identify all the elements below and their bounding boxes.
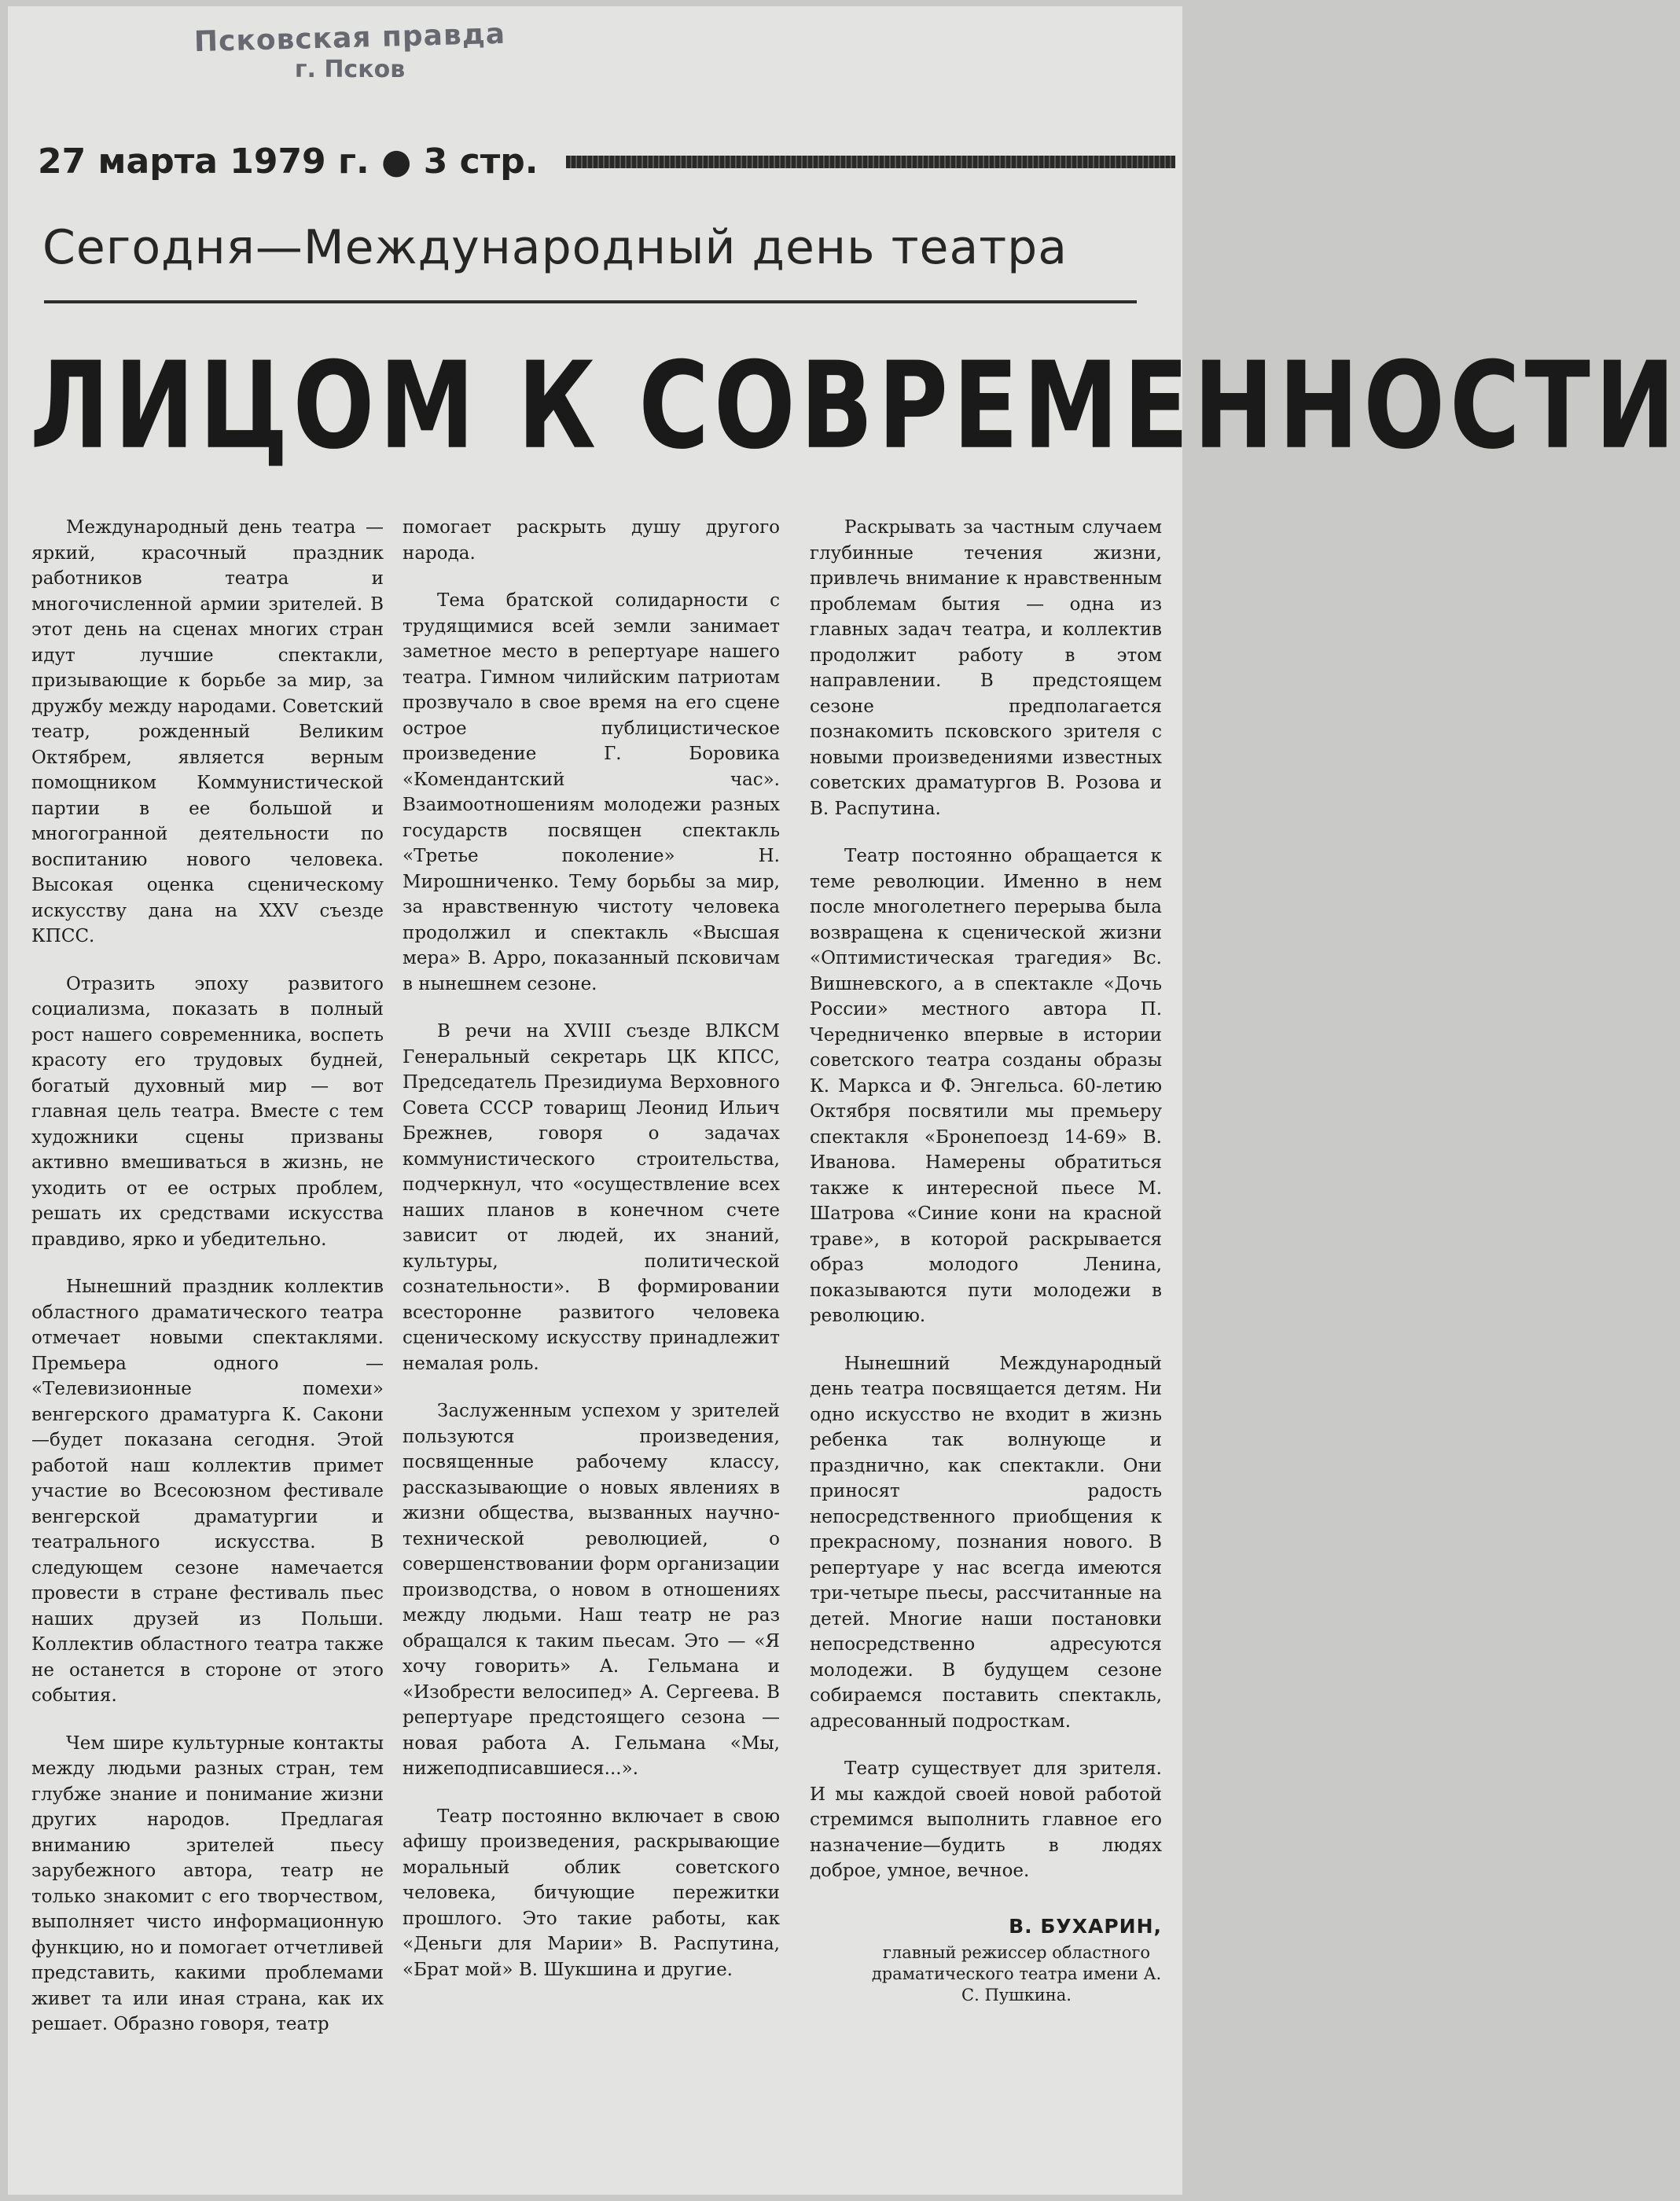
paragraph: Нынешний праздник коллектив областного драматического театра отмечает новыми спектаклями. Премьера одного — «Телевизионные помехи» венгерского драматурга К. Сакони—будет показана сегодня. Этой работой наш коллектив примет участие во Всесоюзном фестивале венгерской драматургии и театрального искусства. В следующем сезоне намечается провести в стране фестиваль пьес наших друзей из Польши. Коллектив областного театра также не останется в стороне от этого события.: [31, 1277, 384, 1706]
paragraph: В речи на XVIII съезде ВЛКСМ Генеральный секретарь ЦК КПСС, Председатель Президиума Верховного Совета СССР товарищ Леонид Ильич Брежнев, говоря о задачах коммунистического строительства, подчеркнул, что «осуществление всех наших планов в конечном счете зависит от людей, их знаний, культуры, политической сознательности». В формировании всесторонне развитого человека сценическому искусству принадлежит немалая роль.: [403, 1021, 780, 1374]
paragraph: Чем шире культурные контакты между людьми разных стран, тем глубже знание и понимание жизни других народов. Предлагая вниманию зрителей пьесу зарубежного автора, театр не только знакомит с его творчеством, выполняет чисто информационную функцию, но и помогает отчетливей представить, какими проблемами живет та или иная страна, как их решает. Образно говоря, театр: [31, 1733, 384, 2034]
author-signature: [810, 1914, 1162, 2007]
stamp-city: г. Псков: [294, 56, 406, 83]
paragraph: Отразить эпоху развитого социализма, показать в полный рост нашего современника, воспеть красоту его трудовых будней, богатый духовный мир — вот главная цель театра. Вместе с тем художники сцены призваны активно вмешиваться в жизнь, не уходить от ее острых проблем, решать их средствами искусства правдиво, ярко и убедительно.: [31, 973, 384, 1250]
dateline: 27 марта 1979 г. ● 3 стр.: [38, 141, 539, 182]
paragraph: Театр постоянно включает в свою афишу произведения, раскрывающие моральный облик советского человека, бичующие пережитки прошлого. Это такие работы, как «Деньги для Марии» В. Распутина, «Брат мой» В. Шукшина и другие.: [403, 1806, 780, 1980]
paragraph: Раскрывать за частным случаем глубинные течения жизни, привлечь внимание к нравственным проблемам бытия — одна из главных задач театра, и коллектив продолжит работу в этом направлении. В предстоящем сезоне предполагается познакомить псковского зрителя с новыми произведениями известных советских драматургов В. Розова и В. Распутина.: [810, 517, 1162, 819]
dateline-rule: [566, 156, 1175, 168]
paragraph: Театр постоянно обращается к теме революции. Именно в нем после многолетнего перерыва была возвращена к сценической жизни «Оптимистическая трагедия» Вс. Вишневского, а в спектакле «Дочь России» местного автора П. Чередниченко впервые в истории советского театра созданы образы К. Маркса и Ф. Энгельса. 60-летию Октября посвятили мы премьеру спектакля «Бронепоезд 14-69» В. Иванова. Намерены обратиться также к интересной пьесе М. Шатрова «Синие кони на красной траве», в которой раскрывается образ молодого Ленина, показываются пути молодежи в революцию.: [810, 846, 1162, 1326]
kicker-heading: Сегодня—Международный день театра: [42, 220, 1068, 275]
paragraph: Театр существует для зрителя. И мы каждой своей новой работой стремимся выполнить главное его назначение—будить в людях доброе, умное, вечное.: [810, 1758, 1162, 1881]
paragraph: помогает раскрыть душу другого народа.: [403, 517, 780, 564]
paragraph: Нынешний Международный день театра посвящается детям. Ни одно искусство не входит в жизнь ребенка так волнующе и празднично, как спектакли. Они приносят радость непосредственного приобщения к прекрасному, познания нового. В репертуаре у нас всегда имеются три-четыре пьесы, рассчитанные на детей. Многие наши постановки непосредственно адресуются молодежи. В будущем сезоне собираемся поставить спектакль, адресованный подросткам.: [810, 1353, 1162, 1732]
author-name: В. БУХАРИН,: [1009, 1914, 1162, 1938]
headline: ЛИЦОМ К СОВРЕМЕННОСТИ: [30, 336, 1680, 476]
article-column-1: [31, 515, 384, 2060]
paragraph: Тема братской солидарности с трудящимися всей земли занимает заметное место в репертуаре нашего театра. Гимном чилийским патриотам прозвучало в свое время на его сцене острое публицистическое произведение Г. Боровика «Комендантский час». Взаимоотношениям молодежи разных государств посвящен спектакль «Третье поколение» Н. Мирошниченко. Тему борьбы за мир, за нравственную чистоту человека продолжил и спектакль «Высшая мера» В. Арро, показанный псковичам в нынешнем сезоне.: [403, 590, 780, 994]
article-column-3: [810, 515, 1162, 2006]
article-column-2: [403, 515, 780, 2004]
paragraph: Заслуженным успехом у зрителей пользуются произведения, посвященные рабочему классу, рассказывающие о новых явлениях в жизни общества, вызванных научно-технической революцией, о совершенствовании форм организации производства, о новом в отношениях между людьми. Наш театр не раз обращался к таким пьесам. Это — «Я хочу говорить» А. Гельмана и «Изобрести велосипед» А. Сергеева. В репертуаре предстоящего сезона — новая работа А. Гельмана «Мы, нижеподписавшиеся...».: [403, 1401, 780, 1779]
stamp-title: Псковская правда: [193, 17, 506, 59]
author-role: главный режиссер областного драматического театра имени А. С. Пушкина.: [871, 1943, 1162, 2004]
paragraph: Международный день театра — яркий, красочный праздник работников театра и многочисленной армии зрителей. В этот день на сценах многих стран идут лучшие спектакли, призывающие к борьбе за мир, за дружбу между народами. Советский театр, рожденный Великим Октябрем, является верным помощником Коммунистической партии в ее большой и многогранной деятельности по воспитанию нового человека. Высокая оценка сценическому искусству дана на XXV съезде КПСС.: [31, 517, 384, 946]
newspaper-stamp: [181, 17, 519, 83]
kicker-rule: [44, 300, 1137, 303]
